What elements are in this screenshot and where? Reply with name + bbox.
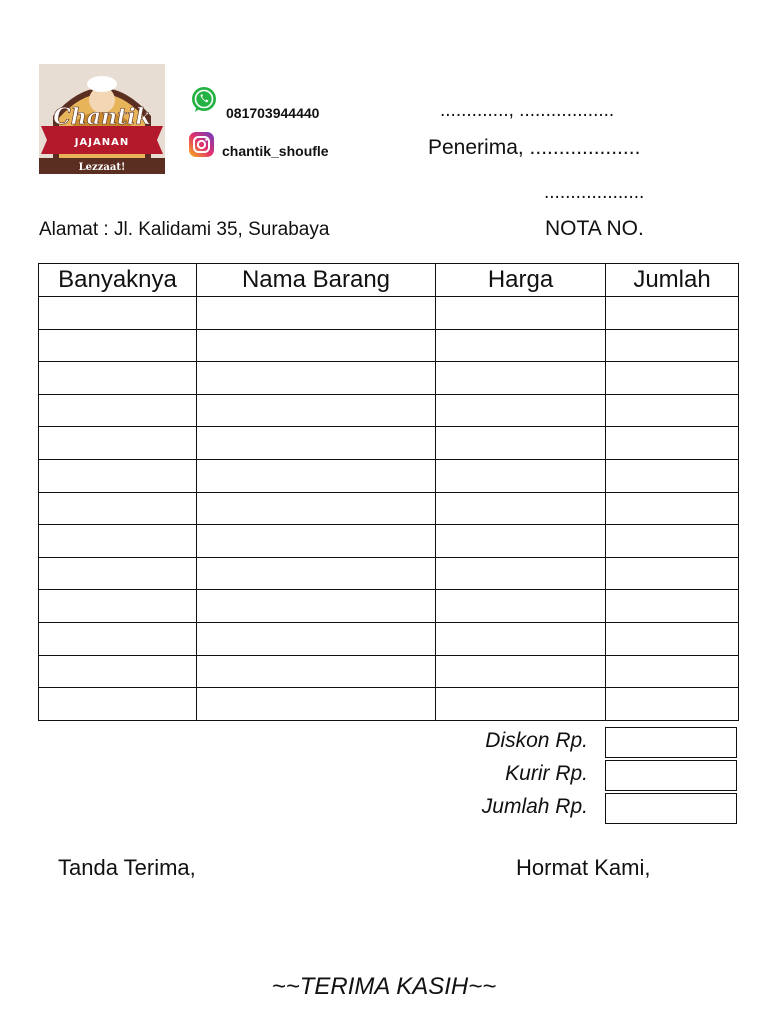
- table-row: [39, 362, 739, 395]
- table-header-row: [39, 264, 739, 297]
- amount-cell[interactable]: [606, 427, 739, 460]
- quantity-cell[interactable]: [39, 329, 197, 362]
- quantity-cell[interactable]: [39, 525, 197, 558]
- logo-ribbon-text: JAJANAN: [74, 137, 130, 148]
- quantity-cell[interactable]: [39, 590, 197, 623]
- item-name-cell[interactable]: [197, 459, 436, 492]
- items-table-body: [39, 297, 739, 721]
- column-header-price: Harga: [436, 264, 606, 297]
- discount-field[interactable]: [605, 727, 737, 758]
- table-row: [39, 590, 739, 623]
- table-row: [39, 427, 739, 460]
- quantity-cell[interactable]: [39, 394, 197, 427]
- table-row: [39, 459, 739, 492]
- price-cell[interactable]: [436, 394, 606, 427]
- amount-cell[interactable]: [606, 688, 739, 721]
- quantity-cell[interactable]: [39, 427, 197, 460]
- item-name-cell[interactable]: [197, 688, 436, 721]
- amount-cell[interactable]: [606, 459, 739, 492]
- table-row: [39, 622, 739, 655]
- table-row: [39, 557, 739, 590]
- amount-cell[interactable]: [606, 557, 739, 590]
- table-row: [39, 329, 739, 362]
- nota-number-label: NOTA NO.: [545, 217, 644, 240]
- amount-cell[interactable]: [606, 297, 739, 330]
- sender-signature-label: Hormat Kami,: [516, 855, 651, 880]
- amount-cell[interactable]: [606, 329, 739, 362]
- table-row: [39, 492, 739, 525]
- instagram-icon: [188, 131, 214, 157]
- price-cell[interactable]: [436, 297, 606, 330]
- recipient-line-2: ...................: [544, 182, 645, 203]
- amount-cell[interactable]: [606, 525, 739, 558]
- item-name-cell[interactable]: [197, 329, 436, 362]
- table-row: [39, 688, 739, 721]
- price-cell[interactable]: [436, 329, 606, 362]
- total-field[interactable]: [605, 793, 737, 824]
- item-name-cell[interactable]: [197, 655, 436, 688]
- quantity-cell[interactable]: [39, 655, 197, 688]
- column-header-item-name: Nama Barang: [197, 264, 436, 297]
- price-cell[interactable]: [436, 557, 606, 590]
- price-cell[interactable]: [436, 688, 606, 721]
- price-cell[interactable]: [436, 590, 606, 623]
- amount-cell[interactable]: [606, 590, 739, 623]
- amount-cell[interactable]: [606, 492, 739, 525]
- courier-field[interactable]: [605, 760, 737, 791]
- price-cell[interactable]: [436, 525, 606, 558]
- column-header-quantity: Banyaknya: [39, 264, 197, 297]
- item-name-cell[interactable]: [197, 525, 436, 558]
- amount-cell[interactable]: [606, 655, 739, 688]
- price-cell[interactable]: [436, 492, 606, 525]
- quantity-cell[interactable]: [39, 557, 197, 590]
- logo-script-text: Chantik: [53, 104, 151, 130]
- quantity-cell[interactable]: [39, 492, 197, 525]
- item-name-cell[interactable]: [197, 427, 436, 460]
- item-name-cell[interactable]: [197, 492, 436, 525]
- amount-cell[interactable]: [606, 622, 739, 655]
- address: Alamat : Jl. Kalidami 35, Surabaya: [39, 219, 330, 240]
- amount-cell[interactable]: [606, 394, 739, 427]
- price-cell[interactable]: [436, 362, 606, 395]
- quantity-cell[interactable]: [39, 297, 197, 330]
- item-name-cell[interactable]: [197, 590, 436, 623]
- price-cell[interactable]: [436, 459, 606, 492]
- date-line: ............., ..................: [440, 100, 615, 121]
- phone-number: 081703944440: [226, 105, 320, 121]
- table-row: [39, 394, 739, 427]
- items-table: [38, 263, 739, 721]
- logo-tagline-text: Lezzaat!: [78, 162, 126, 173]
- item-name-cell[interactable]: [197, 622, 436, 655]
- table-row: [39, 525, 739, 558]
- price-cell[interactable]: [436, 622, 606, 655]
- thank-you-text: ~~TERIMA KASIH~~: [271, 973, 497, 1000]
- quantity-cell[interactable]: [39, 362, 197, 395]
- quantity-cell[interactable]: [39, 688, 197, 721]
- quantity-cell[interactable]: [39, 459, 197, 492]
- item-name-cell[interactable]: [197, 297, 436, 330]
- item-name-cell[interactable]: [197, 394, 436, 427]
- courier-label: Kurir Rp.: [505, 762, 588, 785]
- amount-cell[interactable]: [606, 362, 739, 395]
- item-name-cell[interactable]: [197, 557, 436, 590]
- column-header-amount: Jumlah: [606, 264, 739, 297]
- price-cell[interactable]: [436, 427, 606, 460]
- quantity-cell[interactable]: [39, 622, 197, 655]
- receiver-signature-label: Tanda Terima,: [58, 855, 196, 880]
- price-cell[interactable]: [436, 655, 606, 688]
- table-row: [39, 297, 739, 330]
- brand-logo: [39, 64, 165, 174]
- total-label: Jumlah Rp.: [481, 795, 588, 818]
- discount-label: Diskon Rp.: [485, 729, 588, 752]
- item-name-cell[interactable]: [197, 362, 436, 395]
- table-row: [39, 655, 739, 688]
- whatsapp-icon: [190, 86, 216, 112]
- instagram-handle: chantik_shoufle: [222, 143, 329, 159]
- recipient-label: Penerima, ...................: [428, 136, 641, 159]
